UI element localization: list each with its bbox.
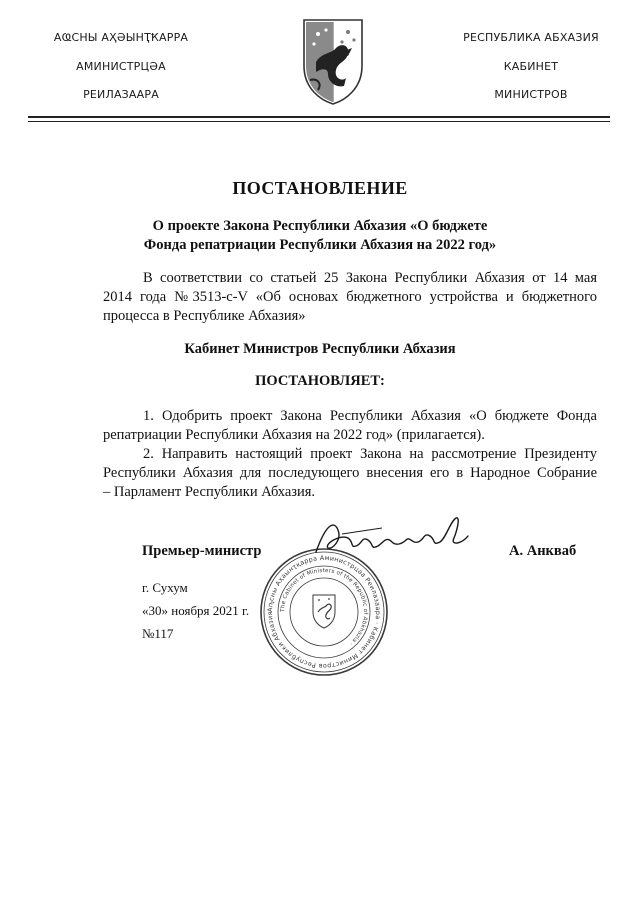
header-right-line-3: МИНИСТРОВ bbox=[494, 88, 568, 101]
preamble-line-2: 2014 года №3513-с-V «Об основах бюджетного устройства и бюджетного bbox=[103, 289, 597, 305]
header-divider-thin bbox=[28, 121, 610, 122]
subject-line-1: О проекте Закона Республики Абхазия «О бюджете bbox=[152, 218, 488, 234]
item-1-line-2: репатриации Республики Абхазия на 2022 год» (прилагается). bbox=[103, 427, 485, 443]
header-left-line-3: РЕИЛАЗААРА bbox=[83, 88, 159, 101]
signatory-name: А. Анкваб bbox=[509, 543, 577, 559]
preamble-line-1: В соответствии со статьей 25 Закона Республики Абхазия от 14 мая bbox=[143, 270, 597, 286]
preamble-paragraph bbox=[103, 269, 597, 326]
item-2-line-3: – Парламент Республики Абхазия. bbox=[103, 484, 316, 500]
document-title: ПОСТАНОВЛЕНИЕ bbox=[232, 178, 408, 198]
header-divider-thick bbox=[28, 116, 610, 118]
handwritten-signature-icon bbox=[312, 514, 472, 564]
signatory-role: Премьер-министр bbox=[142, 543, 262, 559]
item-1-paragraph bbox=[103, 407, 597, 445]
issue-city: г. Сухум bbox=[142, 580, 188, 595]
item-1-line-1: 1. Одобрить проект Закона Республики Абхазия «О бюджете Фонда bbox=[143, 408, 597, 424]
header-left-line-2: АМИНИСТРЦӘА bbox=[76, 60, 166, 73]
svg-text:Аҧсны Аҳәынҭқарра Аминистрцәа: Аҧсны Аҳәынҭқарра Аминистрцәа Реилазаара · Кабинет Министров Республики Абхазия bbox=[265, 553, 383, 671]
subject-line-2: Фонда репатриации Республики Абхазия на 2022 год» bbox=[143, 237, 497, 253]
issuer-line: Кабинет Министров Республики Абхазия bbox=[184, 341, 456, 357]
official-seal-icon bbox=[258, 546, 390, 678]
header-right-line-1: РЕСПУБЛИКА АБХАЗИЯ bbox=[463, 31, 599, 44]
document-number: №117 bbox=[142, 626, 174, 641]
preamble-line-3: процесса в Республике Абхазия» bbox=[103, 308, 306, 324]
header-left-line-1: АҨСНЫ АҲӘЫНҬҞАРРА bbox=[53, 31, 189, 44]
item-2-line-2: Республики Абхазия для последующего внесения его в Народное Собрание bbox=[103, 465, 597, 481]
svg-text:The Cabinet of Ministers of th: The Cabinet of Ministers of the Republic of Abkhazia · bbox=[279, 567, 369, 647]
item-2-line-1: 2. Направить настоящий проект Закона на рассмотрение Президенту bbox=[143, 446, 597, 462]
decree-word: ПОСТАНОВЛЯЕТ: bbox=[255, 373, 385, 389]
abkhazia-coat-of-arms-icon bbox=[302, 18, 364, 106]
header-right-line-2: КАБИНЕТ bbox=[503, 60, 559, 73]
issue-date: «30» ноября 2021 г. bbox=[142, 603, 250, 618]
item-2-paragraph bbox=[103, 445, 597, 502]
